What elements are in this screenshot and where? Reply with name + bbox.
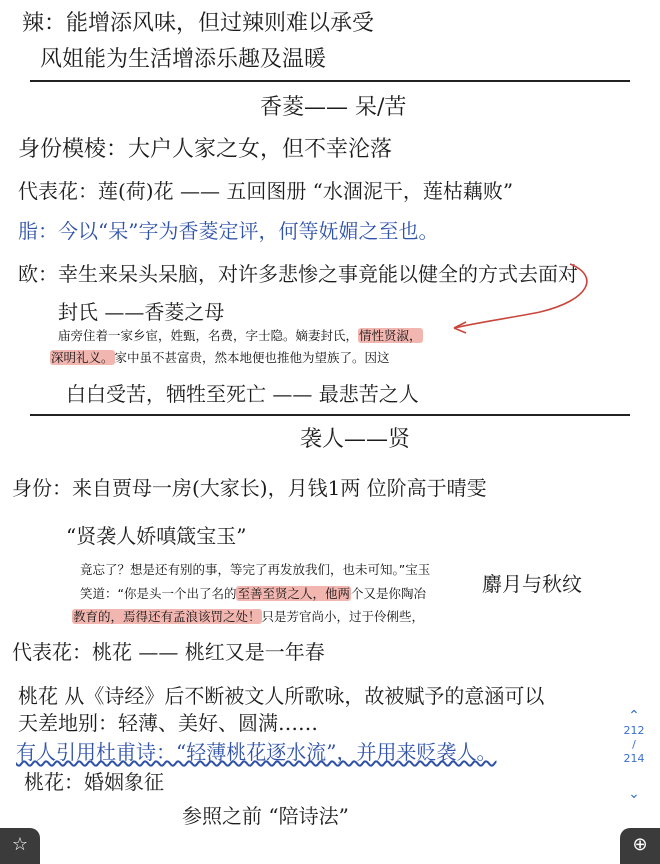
quote-highlight: 教育的，焉得还有孟浪该罚之处！ <box>73 609 261 624</box>
xiangling-title: 香菱—— 呆/苦 <box>260 95 407 120</box>
page-current: 212 <box>623 724 645 737</box>
xiren-quote-1: 竟忘了？想是还有别的事，等完了再发放我们，也未可知。”宝玉 <box>80 562 431 577</box>
la-line: 辣：能增添风味，但过辣则难以承受 <box>22 11 375 36</box>
quote-highlight: 至善至贤之人，他两 <box>237 586 350 601</box>
page-nav <box>616 708 652 802</box>
bookmark-button[interactable] <box>0 828 40 864</box>
dufu-note: 有人引用杜甫诗：“轻薄桃花逐水流”，并用来贬袭人。 <box>16 740 497 764</box>
quote-line-1 <box>58 326 423 344</box>
chevron-down-icon[interactable]: ⌄ <box>628 786 640 802</box>
star-icon: ☆ <box>11 834 29 855</box>
quote-text: 只是芳官尚小，过于伶俐些， <box>261 609 425 624</box>
xiren-quote-3 <box>72 607 424 625</box>
xiren-quote-2 <box>80 584 426 602</box>
refer-line: 参照之前 “陪诗法” <box>182 804 349 828</box>
quote-text: 个又是你陶冶 <box>351 586 427 601</box>
fengshi-line: 封氏 ——香菱之母 <box>58 300 225 324</box>
xiangling-flower: 代表花：莲(荷)花 —— 五回图册 “水涸泥干，莲枯藕败” <box>18 179 514 203</box>
annotation-arrow <box>440 256 600 336</box>
chevron-up-icon[interactable]: ⌃ <box>628 708 640 724</box>
zoom-in-icon: ⊕ <box>632 834 648 855</box>
quote-text: 家中虽不甚富贵，然本地便也推他为望族了。因这 <box>114 350 390 365</box>
peach-line-1: 桃花 从《诗经》后不断被文人所歌咏，故被赋予的意涵可以 <box>18 684 545 708</box>
ou-note: 欧：幸生来呆头呆脑，对许多悲惨之事竟能以健全的方式去面对 <box>18 262 578 286</box>
quote-highlight: 情性贤淑， <box>359 328 422 343</box>
page-total: 214 <box>623 752 645 765</box>
xiangling-conclusion: 白白受苦，牺牲至死亡 —— 最悲苦之人 <box>66 382 419 406</box>
xiangling-identity: 身份模棱：大户人家之女，但不幸沦落 <box>18 137 393 162</box>
zhi-note: 脂：今以“呆”字为香菱定评，何等妩媚之至也。 <box>18 219 439 243</box>
quote-line-2 <box>50 348 390 366</box>
zoom-button[interactable] <box>620 828 660 864</box>
quote-text: 笑道：“你是头一个出了名的 <box>80 586 237 601</box>
xiren-identity: 身份：来自贾母一房(大家长)，月钱1两 位阶高于晴雯 <box>12 476 487 500</box>
divider-2 <box>30 414 630 416</box>
xiren-subhead: “贤袭人娇嗔箴宝玉” <box>66 524 247 548</box>
peach-line-2: 天差地别：轻薄、美好、圆满…… <box>18 711 318 735</box>
page-separator: / <box>632 738 636 751</box>
xiren-flower: 代表花：桃花 —— 桃红又是一年春 <box>12 640 325 664</box>
marriage-line: 桃花：婚姻象征 <box>24 770 164 794</box>
side-note: 麝月与秋纹 <box>482 572 582 596</box>
divider-1 <box>30 80 630 82</box>
fengjie-line: 风姐能为生活增添乐趣及温暖 <box>40 47 327 72</box>
quote-text: 庙旁住着一家乡宦，姓甄，名费，字士隐。嫡妻封氏， <box>58 328 359 343</box>
xiren-title: 袭人——贤 <box>300 427 411 452</box>
quote-highlight: 深明礼义。 <box>51 350 114 365</box>
